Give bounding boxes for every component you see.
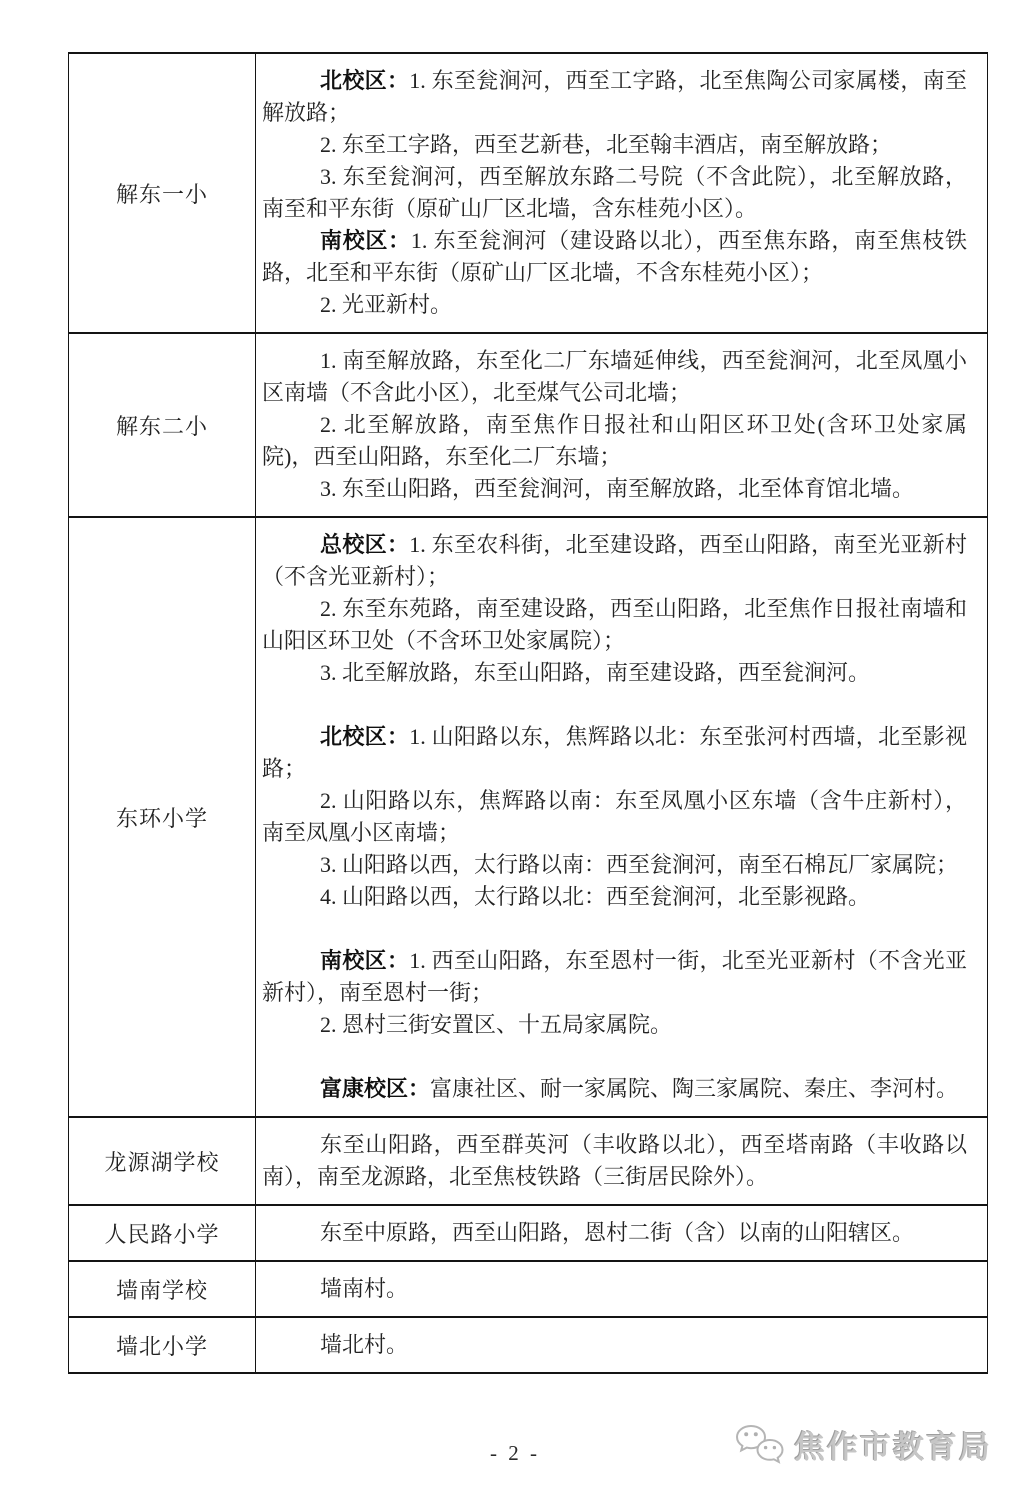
- watermark-text: 焦作市教育局: [794, 1430, 992, 1465]
- district-paragraph: 南校区：1. 东至瓮涧河（建设路以北），西至焦东路，南至焦枝铁路，北至和平东街（原矿山厂区北墙，不含东桂苑小区）；: [262, 228, 967, 285]
- blank-line: [262, 913, 967, 945]
- page-number: - 2 -: [490, 1441, 540, 1465]
- district-paragraph: 东至中原路，西至山阳路，恩村二街（含）以南的山阳辖区。: [320, 1220, 915, 1245]
- district-paragraph: 2. 北至解放路，南至焦作日报社和山阳区环卫处(含环卫处家属院)，西至山阳路，东至化二厂东墙；: [262, 412, 967, 469]
- district-paragraph: 2. 山阳路以东，焦辉路以南：东至凤凰小区东墙（含牛庄新村），南至凤凰小区南墙；: [262, 788, 967, 845]
- district-paragraph: 东至山阳路，西至群英河（丰收路以北），西至塔南路（丰收路以南），南至龙源路，北至焦枝铁路（三街居民除外）。: [262, 1132, 967, 1189]
- district-paragraph: 北校区：1. 山阳路以东，焦辉路以北：东至张河村西墙，北至影视路；: [262, 724, 967, 781]
- school-name-cell: 解东一小: [69, 53, 256, 333]
- table-row: [69, 1205, 988, 1261]
- campus-label: 南校区：: [320, 948, 410, 973]
- district-paragraph: 3. 山阳路以西，太行路以南：西至瓮涧河，南至石棉瓦厂家属院；: [320, 852, 959, 877]
- district-description-cell: [256, 333, 988, 517]
- district-paragraph: 1. 南至解放路，东至化二厂东墙延伸线，西至瓮涧河，北至凤凰小区南墙（不含此小区），北至煤气公司北墙；: [262, 348, 967, 405]
- district-description-cell: [256, 517, 988, 1117]
- school-name-cell: 东环小学: [69, 517, 256, 1117]
- watermark: [734, 1422, 992, 1467]
- school-name-cell: 墙北小学: [69, 1317, 256, 1373]
- wechat-icon: [734, 1423, 786, 1467]
- campus-label: 北校区：: [320, 724, 410, 749]
- district-paragraph: 墙南村。: [320, 1276, 409, 1301]
- table-row: [69, 1317, 988, 1373]
- blank-line: [262, 689, 967, 721]
- district-paragraph: 南校区：1. 西至山阳路，东至恩村一街，北至光亚新村（不含光亚新村），南至恩村一街；: [262, 948, 967, 1005]
- table-row: [69, 1261, 988, 1317]
- table-row: [69, 333, 988, 517]
- school-name-cell: 人民路小学: [69, 1205, 256, 1261]
- district-paragraph: 2. 光亚新村。: [320, 292, 453, 317]
- district-paragraph: 富康校区：富康社区、耐一家属院、陶三家属院、秦庄、李河村。: [320, 1076, 959, 1101]
- district-description-cell: [256, 1205, 988, 1261]
- campus-label: 南校区：: [320, 228, 411, 253]
- district-paragraph: 墙北村。: [320, 1332, 409, 1357]
- blank-line: [262, 1041, 967, 1073]
- district-paragraph: 北校区：1. 东至瓮涧河，西至工字路，北至焦陶公司家属楼，南至解放路；: [262, 68, 967, 125]
- table-row: [69, 517, 988, 1117]
- district-paragraph: 4. 山阳路以西，太行路以北：西至瓮涧河，北至影视路。: [320, 884, 871, 909]
- district-paragraph: 2. 东至东苑路，南至建设路，西至山阳路，北至焦作日报社南墙和山阳区环卫处（不含环卫处家属院）；: [262, 596, 967, 653]
- district-paragraph: 3. 北至解放路，东至山阳路，南至建设路，西至瓮涧河。: [320, 660, 871, 685]
- district-paragraph: 3. 东至山阳路，西至瓮涧河，南至解放路，北至体育馆北墙。: [320, 476, 915, 501]
- campus-label: 北校区：: [320, 68, 410, 93]
- district-paragraph: 2. 东至工字路，西至艺新巷，北至翰丰酒店，南至解放路；: [320, 132, 893, 157]
- district-paragraph: 总校区：1. 东至农科街，北至建设路，西至山阳路，南至光亚新村（不含光亚新村）；: [262, 532, 967, 589]
- district-description-cell: [256, 1261, 988, 1317]
- district-paragraph: 3. 东至瓮涧河，西至解放东路二号院（不含此院），北至解放路，南至和平东街（原矿山厂区北墙，含东桂苑小区）。: [262, 164, 967, 221]
- school-name-cell: 墙南学校: [69, 1261, 256, 1317]
- district-description-cell: [256, 53, 988, 333]
- district-paragraph: 2. 恩村三街安置区、十五局家属院。: [320, 1012, 673, 1037]
- table-row: [69, 1117, 988, 1205]
- table-body: [69, 53, 988, 1373]
- school-name-cell: 龙源湖学校: [69, 1117, 256, 1205]
- campus-label: 富康校区：: [320, 1076, 431, 1101]
- district-description-cell: [256, 1117, 988, 1205]
- campus-label: 总校区：: [320, 532, 410, 557]
- school-district-table: [68, 52, 988, 1374]
- district-description-cell: [256, 1317, 988, 1373]
- table-row: [69, 53, 988, 333]
- school-name-cell: 解东二小: [69, 333, 256, 517]
